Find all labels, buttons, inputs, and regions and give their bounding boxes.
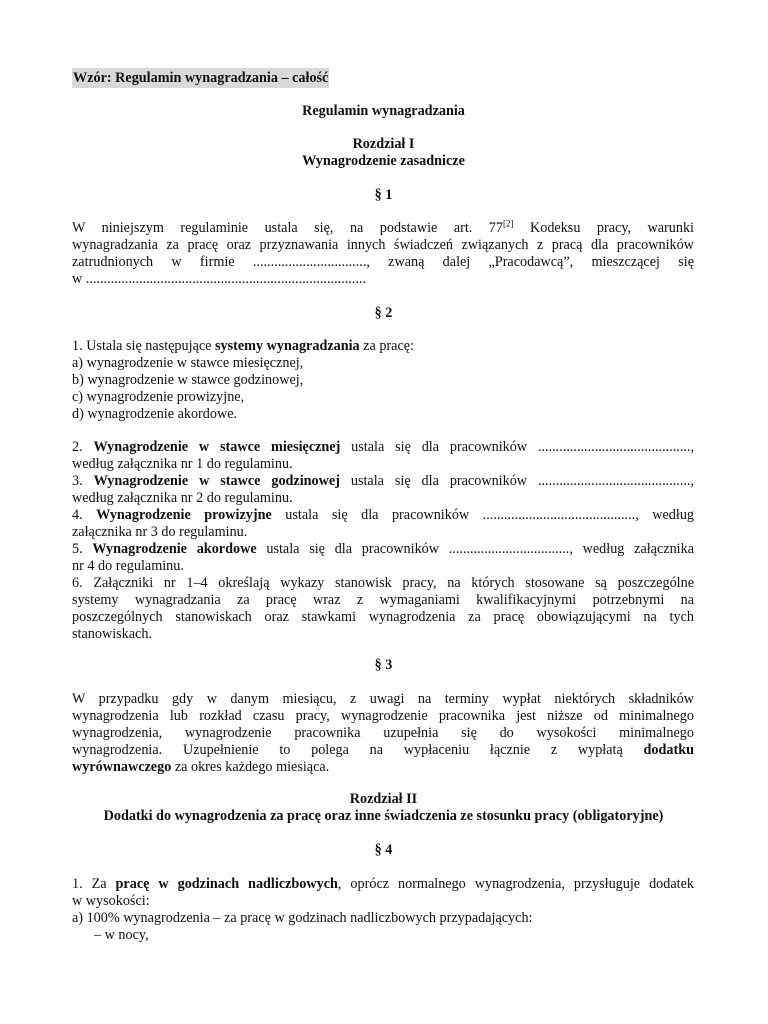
section-1-line-1: W niniejszym regulaminie ustala się, na podstawie art. 77[2] Kodeksu pracy, warunki xyxy=(72,218,695,236)
section-2-point-2: 2. Wynagrodzenie w stawce miesięcznej ustala się dla pracowników ..........................................., xyxy=(72,439,695,455)
chapter-1-number: Rozdział I xyxy=(352,136,415,152)
section-4-point-1: 1. Za pracę w godzinach nadliczbowych, oprócz normalnego wynagrodzenia, przysługuje dodatek xyxy=(72,876,694,892)
section-2-point-6: 6. Załączniki nr 1–4 określają wykazy stanowisk pracy, na których stosowane są poszczególne xyxy=(72,575,694,591)
section-2-point-4: 4. Wynagrodzenie prowizyjne ustala się dla pracowników ..........................................., według xyxy=(72,507,695,523)
section-3-mark: § 3 xyxy=(374,657,393,673)
section-2-point-3: 3. Wynagrodzenie w stawce godzinowej ustala się dla pracowników ..........................................., xyxy=(72,473,695,489)
section-4-item-a: a) 100% wynagrodzenia – za pracę w godzinach nadliczbowych przypadających: xyxy=(72,910,533,926)
section-2-point-1: 1. Ustala się następujące systemy wynagradzania za pracę: xyxy=(72,338,414,354)
section-1-line-2: wynagradzania za pracę oraz przyznawania innych świadczeń związanych z pracą dla pracowników xyxy=(72,237,694,253)
section-4-mark: § 4 xyxy=(374,842,393,858)
section-3-text: W przypadku gdy w danym miesiącu, z uwagi na terminy wypłat niektórych składników wynagrodzenia lub rozkład czasu pracy, wynagrodzenie pracownika jest niższe od minimalnego wynagrodzenia, wynagrodzenie pracownika uzupełnia się do wysokości minimalnego wynagrodzenia. Uzupełnienie to polega na wypłaceniu łącznie z wypłatą dodatku wyrównawczego za okres każdego miesiąca. xyxy=(72,691,694,775)
list-item: c) wynagrodzenie prowizyjne, xyxy=(72,389,245,405)
section-1-mark: § 1 xyxy=(374,187,393,203)
footnote-ref: [2] xyxy=(503,218,514,229)
section-1-line-4: w ............................................................................... xyxy=(72,271,366,287)
section-2-mark: § 2 xyxy=(374,305,393,321)
section-1-line-3: zatrudnionych w firmie ................................, zwaną dalej „Pracodawcą”, mieszczącej się xyxy=(72,254,694,270)
document-template-title: Wzór: Regulamin wynagradzania – całość xyxy=(73,70,329,86)
section-4-text: 1. Za pracę w godzinach nadliczbowych, oprócz normalnego wynagrodzenia, przysługuje dodatek w wysokości: a) 100% wynagrodzenia – za pracę w godzinach nadliczbowych przypadających: – w nocy, xyxy=(72,876,694,943)
section-2-systems xyxy=(72,338,694,423)
chapter-2-number: Rozdział II xyxy=(349,791,418,807)
list-item: a) wynagrodzenie w stawce miesięcznej, xyxy=(72,355,304,371)
list-item: b) wynagrodzenie w stawce godzinowej, xyxy=(72,372,304,388)
chapter-1-title: Wynagrodzenie zasadnicze xyxy=(302,153,465,169)
list-item: d) wynagrodzenie akordowe. xyxy=(72,406,238,422)
section-2-point-5: 5. Wynagrodzenie akordowe ustala się dla pracowników .................................., według załącznika xyxy=(72,541,695,557)
document-heading: Regulamin wynagradzania xyxy=(302,103,465,119)
chapter-2-title: Dodatki do wynagrodzenia za pracę oraz inne świadczenia ze stosunku pracy (obligatoryjne) xyxy=(103,808,664,824)
section-4-item-a-night: – w nocy, xyxy=(94,927,149,943)
section-2-points: 2. Wynagrodzenie w stawce miesięcznej ustala się dla pracowników ..........................................., według załącznika nr 1 do regulaminu. 3. Wynagrodzenie w stawce godzinowej ustala się dla pracowników ..........................................., według załącznika nr 2 do regulaminu. 4. Wynagrodzenie prowizyjne ustala się dla pracowników ..........................................., według załącznika nr 3 do regulaminu. 5. Wynagrodzenie akordowe ustala się dla pracowników .................................., według załącznika nr 4 do regulaminu. 6. Załączniki nr 1–4 określają wykazy stanowisk pracy, na których stosowane są poszczególne systemy wynagradzania za pracę wraz z wymaganiami kwalifikacyjnymi potrzebnymi na poszczególnych stanowiskach oraz stawkami wynagrodzenia za pracę obowiązującymi na tych stanowiskach. xyxy=(72,439,695,642)
section-1-text xyxy=(72,220,694,288)
